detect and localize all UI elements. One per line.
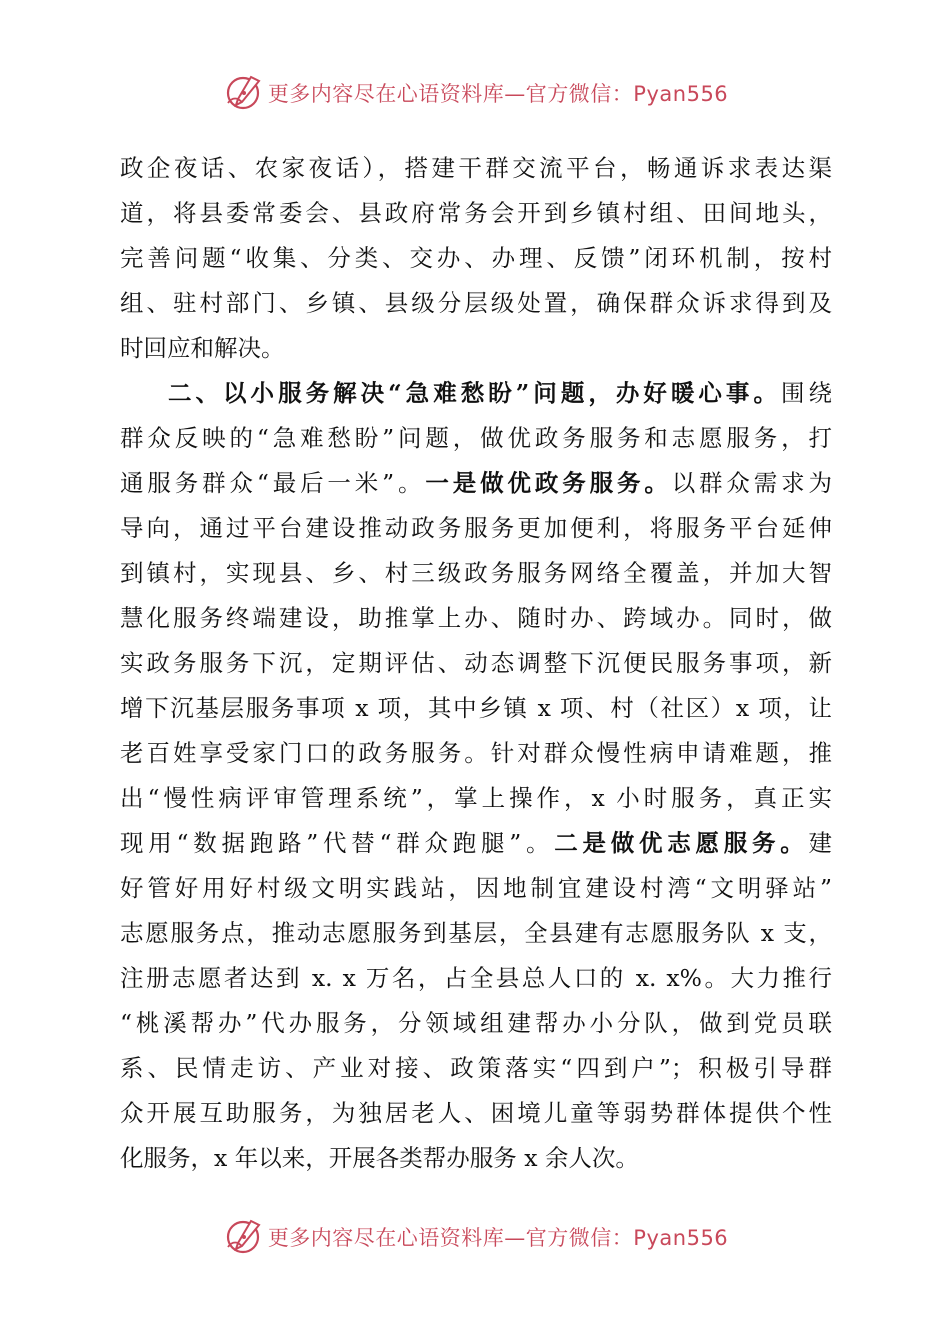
text-line <box>120 821 832 866</box>
text-run: 围绕 <box>780 379 832 407</box>
subheading-gov-service: 一是做优政务服务。 <box>425 469 672 497</box>
text-line: 实政务服务下沉，定期评估、动态调整下沉便民服务事项，新 <box>120 649 832 677</box>
text-line: 志愿服务点，推动志愿服务到基层，全县建有志愿服务队 x 支， <box>120 919 832 947</box>
text-line: 系、民情走访、产业对接、政策落实“四到户”；积极引导群 <box>120 1054 832 1082</box>
header-banner <box>0 68 950 118</box>
text-line: 完善问题“收集、分类、交办、办理、反馈”闭环机制，按村 <box>120 244 832 272</box>
text-line: 化服务，x 年以来，开展各类帮办服务 x 余人次。 <box>120 1144 639 1172</box>
text-line: 到镇村，实现县、乡、村三级政务服务网络全覆盖，并加大智 <box>120 559 832 587</box>
section-heading: 二、以小服务解决“急难愁盼”问题，办好暖心事。 <box>168 379 781 407</box>
text-line: “桃溪帮办”代办服务，分领域组建帮办小分队，做到党员联 <box>120 1009 832 1037</box>
text-line: 增下沉基层服务事项 x 项，其中乡镇 x 项、村（社区）x 项，让 <box>120 694 832 722</box>
footer-banner <box>0 1212 950 1262</box>
paragraph-2 <box>120 371 832 1181</box>
text-line: 时回应和解决。 <box>120 334 285 362</box>
pen-nib-logo-icon <box>222 72 264 114</box>
text-line: 导向，通过平台建设推动政务服务更加便利，将服务平台延伸 <box>120 514 832 542</box>
text-line: 政企夜话、农家夜话），搭建干群交流平台，畅通诉求表达渠 <box>120 154 832 182</box>
text-line <box>120 461 832 506</box>
banner-text: 更多内容尽在心语资料库—官方微信：Pyan556 <box>267 82 729 106</box>
text-line: 出“慢性病评审管理系统”，掌上操作，x 小时服务，真正实 <box>120 784 832 812</box>
text-line <box>120 371 832 416</box>
banner-text: 更多内容尽在心语资料库—官方微信：Pyan556 <box>267 1226 729 1250</box>
text-line: 老百姓享受家门口的政务服务。针对群众慢性病申请难题，推 <box>120 739 832 767</box>
text-line: 组、驻村部门、乡镇、县级分层级处置，确保群众诉求得到及 <box>120 289 832 317</box>
text-line: 群众反映的“急难愁盼”问题，做优政务服务和志愿服务，打 <box>120 424 832 452</box>
text-line: 注册志愿者达到 x. x 万名，占全县总人口的 x. x%。大力推行 <box>120 964 832 992</box>
subheading-volunteer-service: 二是做优志愿服务。 <box>554 829 809 857</box>
text-run: 建 <box>808 829 832 857</box>
text-run: 通服务群众“最后一米”。 <box>120 469 426 497</box>
text-run: 以群众需求为 <box>671 469 832 497</box>
text-line: 道，将县委常委会、县政府常务会开到乡镇村组、田间地头， <box>120 199 832 227</box>
document-body <box>120 146 832 1181</box>
text-line: 慧化服务终端建设，助推掌上办、随时办、跨域办。同时，做 <box>120 604 832 632</box>
text-line: 好管好用好村级文明实践站，因地制宜建设村湾“文明驿站” <box>120 874 832 902</box>
text-line: 众开展互助服务，为独居老人、困境儿童等弱势群体提供个性 <box>120 1099 832 1127</box>
pen-nib-logo-icon <box>222 1216 264 1258</box>
text-run: 现用“数据跑路”代替“群众跑腿”。 <box>120 829 555 857</box>
paragraph-1 <box>120 146 832 371</box>
